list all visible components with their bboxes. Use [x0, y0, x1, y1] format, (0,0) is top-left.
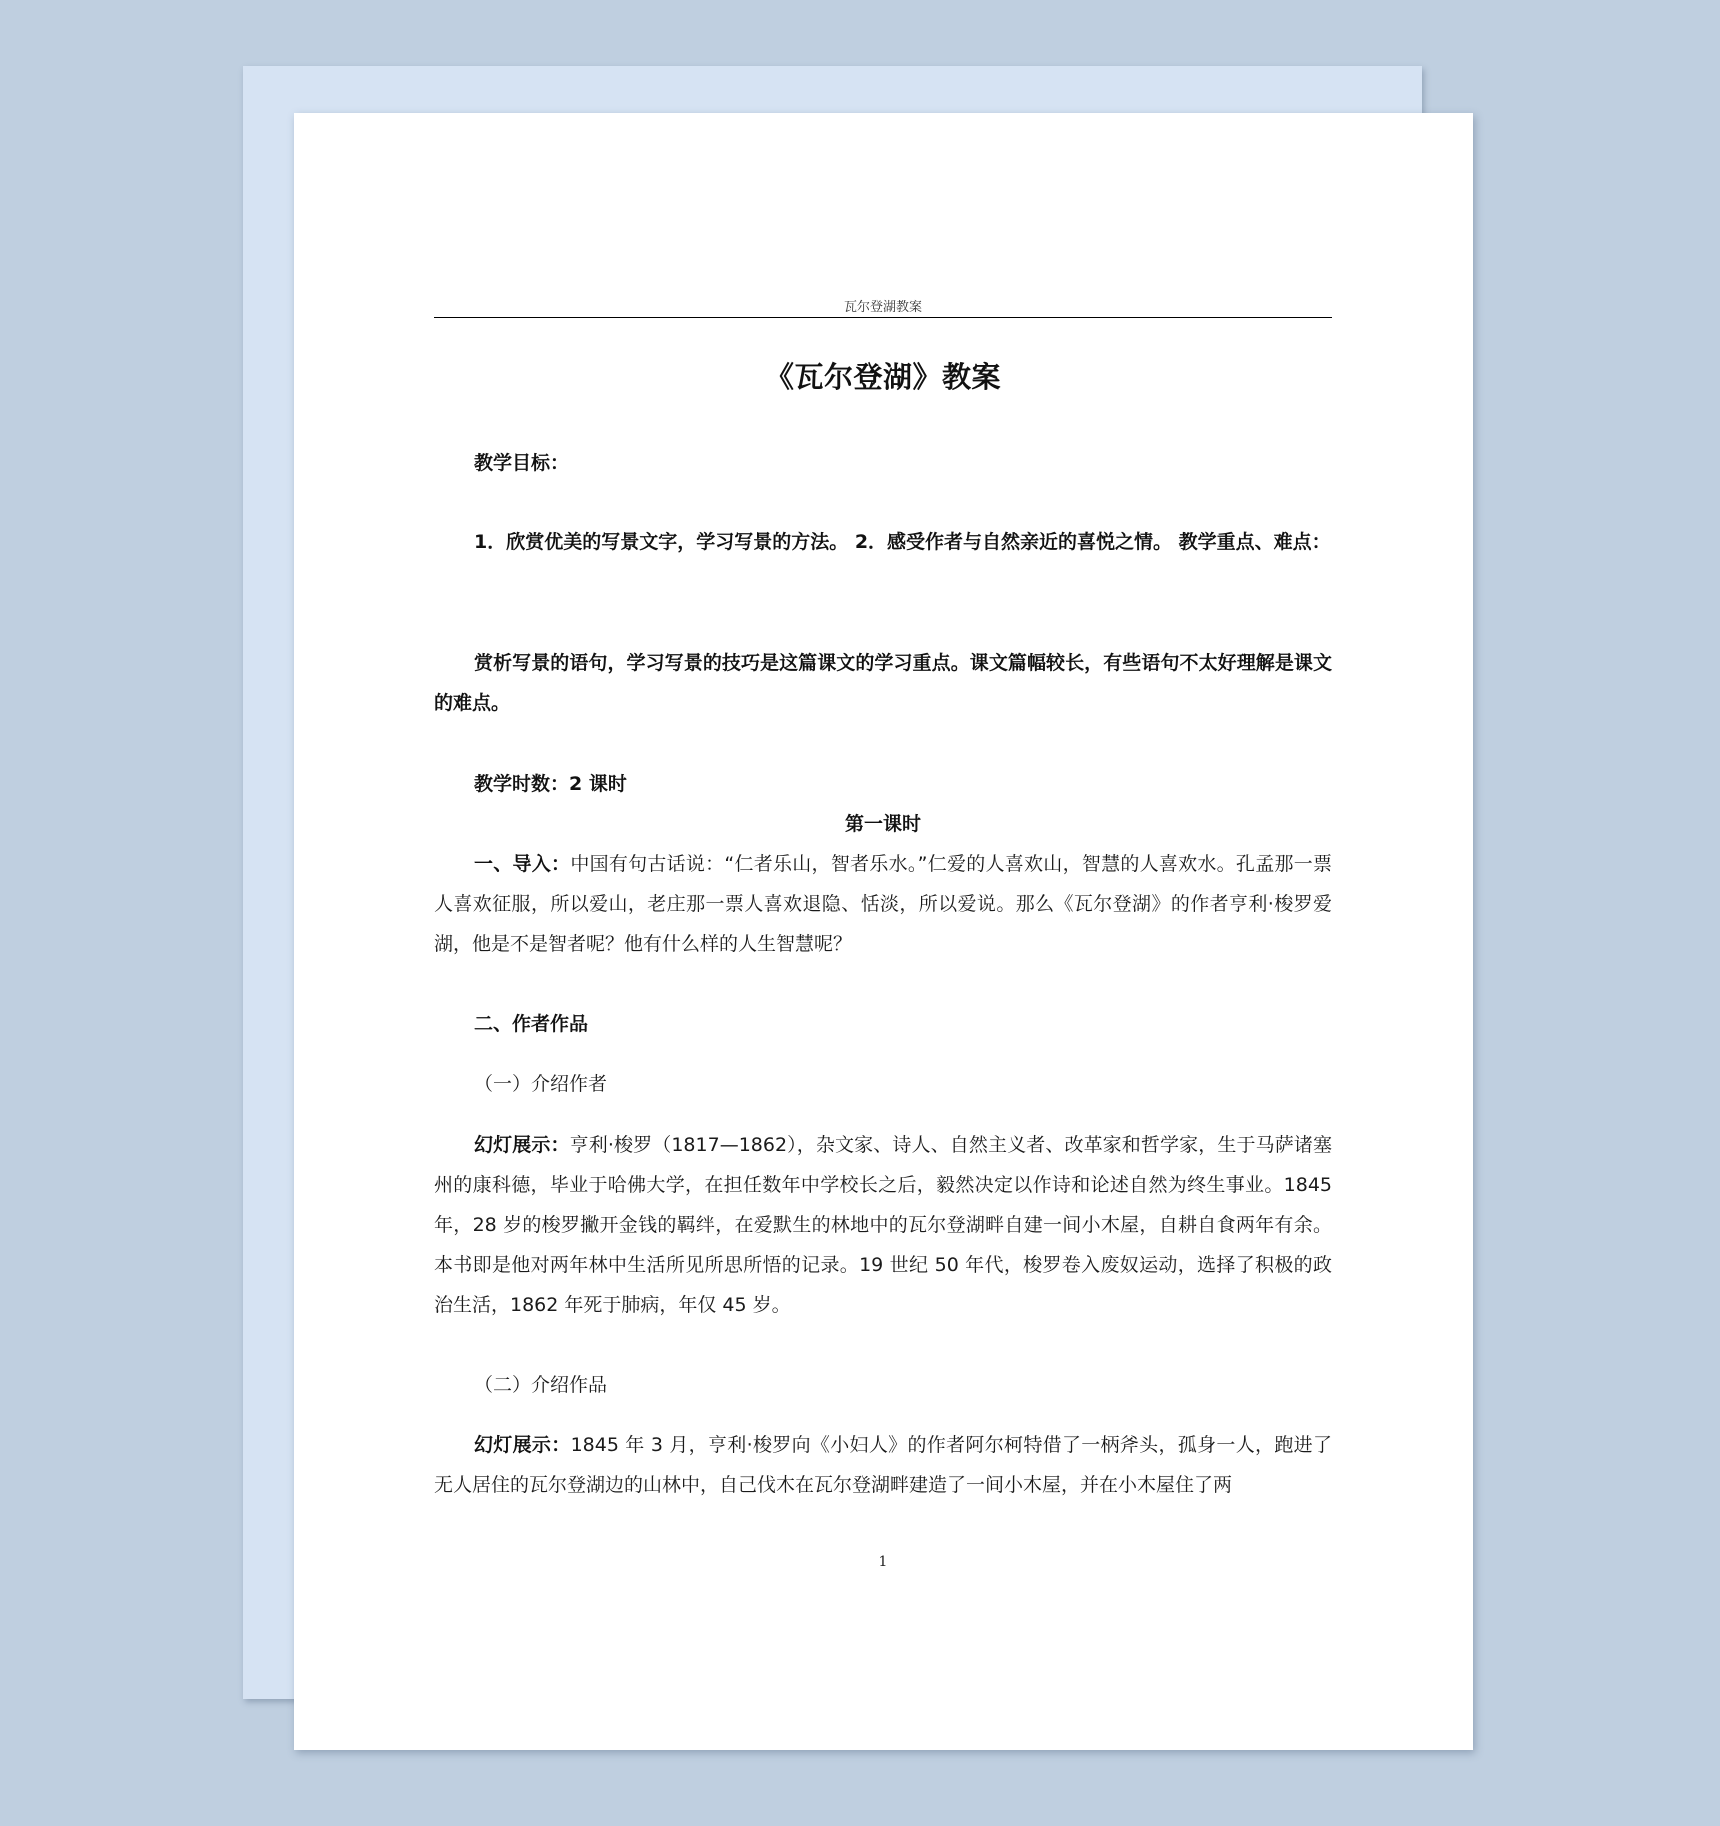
intro-text: 中国有句古话说：“仁者乐山，智者乐水。”仁爱的人喜欢山，智慧的人喜欢水。孔孟那一票人喜欢征服，所以爱山，老庄那一票人喜欢退隐、恬淡，所以爱说。那么《瓦尔登湖》的作者亨利·梭罗爱湖，他是不是智者呢？他有什么样的人生智慧呢？ [434, 853, 1332, 955]
slide2-paragraph [434, 1425, 1332, 1505]
key-points-text: 赏析写景的语句，学习写景的技巧是这篇课文的学习重点。课文篇幅较长，有些语句不太好理解是课文的难点。 [434, 652, 1332, 714]
page-number: 1 [878, 1554, 888, 1570]
intro-paragraph [434, 844, 1332, 964]
objectives-text: 1．欣赏优美的写景文字，学习写景的方法。 2．感受作者与自然亲近的喜悦之情。 教学重点、难点： [474, 531, 1331, 553]
objectives-heading: 教学目标： [474, 452, 570, 474]
author-subheading: （一）介绍作者 [474, 1073, 608, 1095]
lesson-heading: 第一课时 [844, 813, 921, 835]
intro-lead: 一、导入： [474, 853, 571, 875]
works-subheading: （二）介绍作品 [474, 1374, 608, 1396]
slide1-paragraph [434, 1125, 1332, 1325]
header-rule [434, 317, 1332, 318]
slide2-lead: 幻灯展示： [474, 1434, 571, 1456]
author-works-heading: 二、作者作品 [474, 1013, 589, 1035]
slide1-lead: 幻灯展示： [474, 1134, 570, 1156]
teaching-hours: 教学时数：2 课时 [474, 773, 627, 795]
slide2-text: 1845 年 3 月，亨利·梭罗向《小妇人》的作者阿尔柯特借了一柄斧头，孤身一人，跑进了无人居住的瓦尔登湖边的山林中，自己伐木在瓦尔登湖畔建造了一间小木屋，并在小木屋住了两 [434, 1434, 1332, 1496]
document-title: 《瓦尔登湖》教案 [764, 360, 1001, 394]
page-header: 瓦尔登湖教案 [843, 300, 922, 315]
slide1-text: 亨利·梭罗（1817—1862），杂文家、诗人、自然主义者、改革家和哲学家，生于马萨诸塞州的康科德，毕业于哈佛大学，在担任数年中学校长之后，毅然决定以作诗和论述自然为终生事业。1845 年，28 岁的梭罗撇开金钱的羁绊，在爱默生的林地中的瓦尔登湖畔自建一间小木屋，自耕自食两年有余。本书即是他对两年林中生活所见所思所悟的记录。19 世纪 50 年代，梭罗卷入废奴运动，选择了积极的政治生活，1862 年死于肺病，年仅 45 岁。 [434, 1134, 1332, 1316]
document-page [294, 113, 1473, 1750]
